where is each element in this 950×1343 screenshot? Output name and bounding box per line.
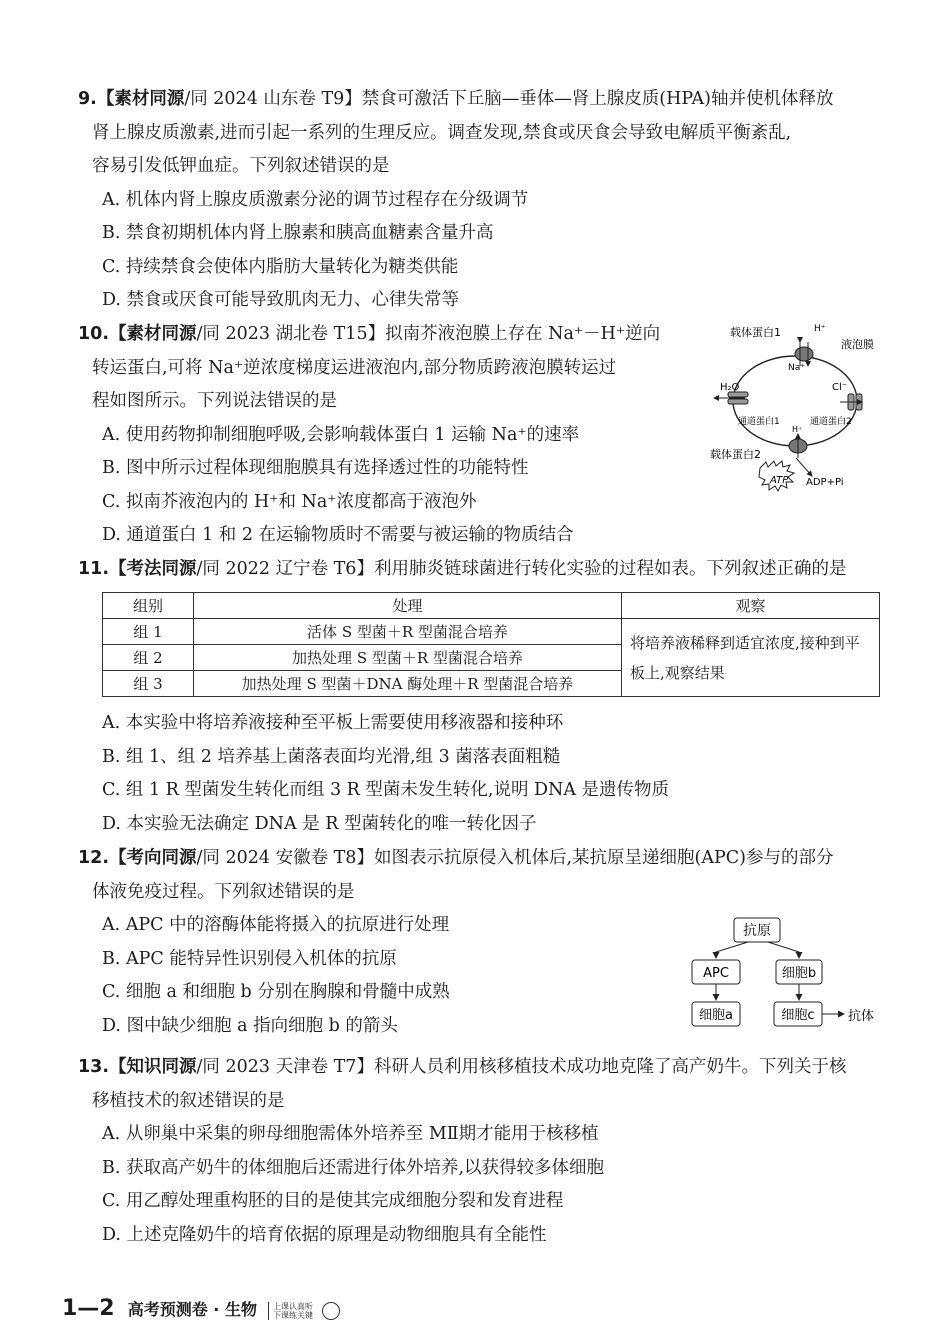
question-10-stem: 10.【素材同源/同 2023 湖北卷 T15】拟南芥液泡膜上存在 Na⁺－H⁺逆向 <box>78 324 661 344</box>
source-ref: /同 2024 山东卷 T9】 <box>184 89 362 109</box>
slogan-line-2: 下课练关键 <box>273 1310 314 1320</box>
source-tag: 【素材同源 <box>96 89 185 109</box>
label-atp: ATP <box>770 475 789 486</box>
label-carrier-2: 载体蛋白2 <box>710 448 761 461</box>
option-b: B. 禁食初期机体内肾上腺素和胰高血糖素含量升高 <box>102 223 494 243</box>
question-13-stem: 13.【知识同源/同 2023 天津卷 T7】科研人员利用核移植技术成功地克隆了高产奶牛。下列关于核 <box>78 1057 847 1077</box>
question-number: 11. <box>78 559 110 579</box>
label-membrane: 液泡膜 <box>841 338 874 351</box>
source-tag: 【考法同源 <box>109 559 197 579</box>
table-header-row <box>103 593 880 619</box>
option-d: D. 上述克隆奶牛的培育依据的原理是动物细胞具有全能性 <box>102 1224 547 1245</box>
option-a: A. APC 中的溶酶体能将摄入的抗原进行处理 <box>102 915 450 935</box>
question-9-stem: 9.【素材同源/同 2024 山东卷 T9】禁食可激活下丘脑—垂体—肾上腺皮质(HPA)轴并使机体释放 <box>78 89 834 109</box>
option-d: D. 通道蛋白 1 和 2 在运输物质时不需要与被运输的物质结合 <box>102 525 574 545</box>
cell-treatment: 活体 S 型菌＋R 型菌混合培养 <box>194 619 622 645</box>
option-c: C. 持续禁食会使体内脂肪大量转化为糖类供能 <box>102 256 459 277</box>
option-c: C. 用乙醇处理重构胚的目的是使其完成细胞分裂和发育进程 <box>102 1191 564 1211</box>
label-antigen: 抗原 <box>743 923 771 939</box>
question-10 <box>78 318 698 553</box>
label-apc: APC <box>703 966 729 981</box>
question-9 <box>78 83 888 318</box>
question-11-options <box>78 707 888 841</box>
experiment-table <box>102 592 880 697</box>
option-b: B. 图中所示过程体现细胞膜具有选择透过性的功能特性 <box>102 458 529 478</box>
stem-line: 肾上腺皮质激素,进而引起一系列的生理反应。调查发现,禁食或厌食会导致电解质平衡紊乱, <box>92 122 792 143</box>
question-11-stem: 11.【考法同源/同 2022 辽宁卷 T6】利用肺炎链球菌进行转化实验的过程如表。下列叙述正确的是 <box>78 559 847 579</box>
option-a: A. 机体内肾上腺皮质激素分泌的调节过程存在分级调节 <box>102 189 529 210</box>
label-h-mid: H⁺ <box>792 425 803 434</box>
header-observation: 观察 <box>622 593 880 619</box>
option-a: A. 使用药物抑制细胞呼吸,会影响载体蛋白 1 运输 Na⁺的速率 <box>102 424 580 445</box>
arrow-antigen-apc <box>716 942 748 958</box>
label-cell-c: 细胞c <box>781 1008 815 1023</box>
slogan-line-1: 上课认真听 <box>273 1301 314 1311</box>
label-channel-1: 通道蛋白1 <box>738 417 780 427</box>
cell-observation: 将培养液稀释到适宜浓度,接种到平板上,观察结果 <box>622 619 880 697</box>
source-ref: /同 2023 湖北卷 T15】 <box>196 324 386 344</box>
immune-flow-diagram <box>688 912 888 1032</box>
stem-line: 体液免疫过程。下列叙述错误的是 <box>92 881 355 902</box>
option-b: B. 获取高产奶牛的体细胞后还需进行体外培养,以获得较多体细胞 <box>102 1157 605 1178</box>
cell-group: 组 1 <box>103 619 194 645</box>
option-a: A. 本实验中将培养液接种至平板上需要使用移液器和接种环 <box>102 713 564 733</box>
option-d: D. 图中缺少细胞 a 指向细胞 b 的箭头 <box>102 1015 398 1036</box>
option-b: B. 组 1、组 2 培养基上菌落表面均光滑,组 3 菌落表面粗糙 <box>102 746 561 767</box>
header-treatment: 处理 <box>194 593 622 619</box>
cell-treatment: 加热处理 S 型菌＋R 型菌混合培养 <box>194 645 622 671</box>
source-tag: 【考向同源 <box>109 848 197 868</box>
source-ref: /同 2023 天津卷 T7】 <box>196 1057 374 1077</box>
slogan <box>268 1302 313 1320</box>
label-cell-a: 细胞a <box>699 1008 733 1023</box>
label-h2o: H₂O <box>720 382 740 393</box>
option-a: A. 从卵巢中采集的卵母细胞需体外培养至 MⅡ期才能用于核移植 <box>102 1124 599 1144</box>
vacuole-transport-diagram <box>700 318 890 493</box>
header-group: 组别 <box>103 593 194 619</box>
book-title: 高考预测卷 · 生物 <box>127 1300 257 1319</box>
question-11 <box>78 553 888 587</box>
stem-line: 转运蛋白,可将 Na⁺逆浓度梯度运进液泡内,部分物质跨液泡膜转运过 <box>92 357 617 378</box>
page-footer <box>62 1296 340 1321</box>
label-channel-2: 通道蛋白2 <box>810 417 852 427</box>
arrow-antigen-cell-b <box>768 942 799 958</box>
adp-arrow <box>796 458 812 476</box>
cell-group: 组 3 <box>103 671 194 697</box>
page-number: 1—2 <box>62 1296 115 1321</box>
option-d: D. 禁食或厌食可能导致肌肉无力、心律失常等 <box>102 290 460 310</box>
source-tag: 【知识同源 <box>109 1057 197 1077</box>
label-cl: Cl⁻ <box>832 382 848 393</box>
table-row <box>103 619 880 645</box>
source-tag: 【素材同源 <box>109 324 197 344</box>
label-antibody: 抗体 <box>848 1009 875 1024</box>
carrier-protein-1 <box>795 347 813 361</box>
option-c: C. 细胞 a 和细胞 b 分别在胸腺和骨髓中成熟 <box>102 982 450 1002</box>
question-number: 13. <box>78 1057 110 1077</box>
stem-line: 程如图所示。下列说法错误的是 <box>92 391 337 411</box>
label-na: Na⁺ <box>788 363 805 373</box>
question-number: 12. <box>78 848 110 868</box>
option-d: D. 本实验无法确定 DNA 是 R 型菌转化的唯一转化因子 <box>102 813 537 834</box>
cell-group: 组 2 <box>103 645 194 671</box>
source-ref: /同 2024 安徽卷 T8】 <box>196 848 374 868</box>
question-13 <box>78 1051 888 1252</box>
cell-treatment: 加热处理 S 型菌＋DNA 酶处理＋R 型菌混合培养 <box>194 671 622 697</box>
label-h-top: H⁺ <box>814 324 826 334</box>
label-cell-b: 细胞b <box>781 966 817 981</box>
mascot-icon <box>322 1302 340 1320</box>
question-number: 10. <box>78 324 110 344</box>
label-adp: ADP+Pi <box>806 477 844 488</box>
question-number: 9. <box>78 89 97 109</box>
stem-line: 移植技术的叙述错误的是 <box>92 1090 285 1111</box>
question-12-stem: 12.【考向同源/同 2024 安徽卷 T8】如图表示抗原侵入机体后,某抗原呈递细胞(APC)参与的部分 <box>78 848 834 868</box>
source-ref: /同 2022 辽宁卷 T6】 <box>196 559 374 579</box>
stem-line: 容易引发低钾血症。下列叙述错误的是 <box>92 156 390 176</box>
option-c: C. 组 1 R 型菌发生转化而组 3 R 型菌未发生转化,说明 DNA 是遗传物质 <box>102 780 670 800</box>
label-carrier-1: 载体蛋白1 <box>730 326 781 339</box>
option-b: B. APC 能特异性识别侵入机体的抗原 <box>102 948 397 969</box>
option-c: C. 拟南芥液泡内的 H⁺和 Na⁺浓度都高于液泡外 <box>102 491 477 512</box>
